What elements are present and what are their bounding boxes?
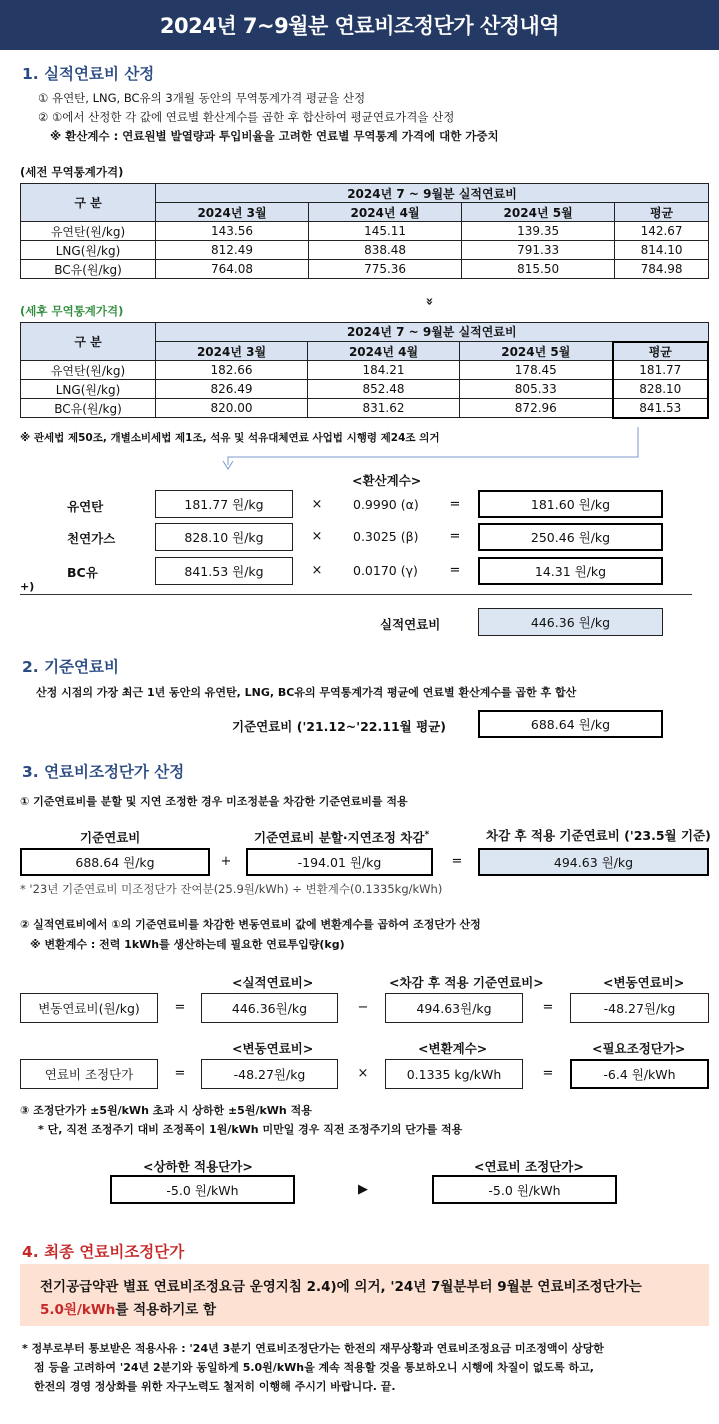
equals-op: =	[542, 1000, 554, 1015]
r1-value-2: 494.63원/kg	[385, 993, 523, 1023]
law-note: ※ 관세법 제50조, 개별소비세법 제1조, 석유 및 석유대체연료 사업법 시행령 제24조 의거	[20, 432, 440, 444]
final-line-2: 5.0원/kWh를 적용하기로 함	[40, 1302, 217, 1318]
cap-value: -5.0 원/kWh	[110, 1175, 295, 1204]
s3-note-1: ① 기준연료비를 분할 및 지연 조정한 경우 미조정분을 차감한 기준연료비를 적용	[20, 795, 408, 808]
equals-op: =	[174, 1066, 186, 1081]
cell: 815.50	[462, 260, 615, 279]
r2-value-3: -6.4 원/kWh	[570, 1059, 709, 1089]
cell: 826.49	[156, 380, 308, 399]
equals-op: =	[449, 529, 461, 544]
row-name: 유연탄(원/kg)	[21, 361, 156, 380]
equals-op: =	[449, 497, 461, 512]
final-note-2: 점 등을 고려하여 '24년 2분기와 동일하게 5.0원/kWh을 계속 적용할 것을 통보하오니 시행에 차질이 없도록 하고,	[34, 1361, 594, 1374]
r2-header-2: <변환계수>	[418, 1041, 488, 1056]
calc-result: 250.46 원/kg	[478, 523, 663, 551]
cell: 182.66	[156, 361, 308, 380]
r2-header-3: <필요조정단가>	[592, 1041, 686, 1056]
row-name: BC유(원/kg)	[21, 399, 156, 418]
total-label: 실적연료비	[380, 617, 441, 632]
section-2-heading: 2. 기준연료비	[22, 658, 119, 676]
cell: 143.56	[156, 222, 309, 241]
base-header: 기준연료비	[80, 830, 141, 845]
s1-note-2: ② ①에서 산정한 각 값에 연료별 환산계수를 곱한 후 합산하여 평균연료가격을 산정	[38, 110, 455, 124]
r2-header-1: <변동연료비>	[232, 1041, 314, 1056]
s2-desc: 산정 시점의 가장 최근 1년 동안의 유연탄, LNG, BC유의 무역통계가격 평균에 연료별 환산계수를 곱한 후 합산	[36, 686, 577, 699]
times-op: ×	[311, 497, 323, 512]
r1-value-3: -48.27원/kg	[570, 993, 709, 1023]
base-fuel-value: 688.64 원/kg	[478, 710, 663, 738]
cell: 812.49	[156, 241, 309, 260]
cell: 791.33	[462, 241, 615, 260]
connector-arrow	[220, 425, 640, 470]
cell: 805.33	[460, 380, 613, 399]
right-arrow-icon: ▶	[358, 1182, 368, 1197]
group-header: 2024년 7 ~ 9월분 실적연료비	[156, 323, 709, 342]
after-value: 494.63 원/kg	[478, 848, 709, 876]
cell: 814.10	[615, 241, 709, 260]
page-title: 2024년 7~9월분 연료비조정단가 산정내역	[0, 0, 719, 50]
base-fuel-label: 기준연료비 ('21.12~'22.11월 평균)	[232, 719, 446, 734]
r1-value-1: 446.36원/kg	[201, 993, 338, 1023]
r2-value-1: -48.27원/kg	[201, 1059, 338, 1089]
calc-coef: 0.9990 (α)	[353, 497, 419, 512]
r1-header-2: <차감 후 적용 기준연료비>	[389, 975, 544, 990]
group-header: 2024년 7 ~ 9월분 실적연료비	[156, 184, 709, 203]
final-line-1: 전기공급약관 별표 연료비조정요금 운영지침 2.4)에 의거, '24년 7월분부터 9월분 연료비조정단가는	[40, 1279, 642, 1295]
minus-op: −	[357, 1000, 369, 1015]
calc-price: 828.10 원/kg	[155, 523, 293, 551]
plus-op: +	[220, 854, 232, 869]
final-highlight	[20, 1264, 709, 1326]
cell-average: 828.10	[613, 380, 708, 399]
cell-average: 181.77	[613, 361, 708, 380]
calc-price: 841.53 원/kg	[155, 557, 293, 585]
cell-average: 841.53	[613, 399, 708, 418]
split-value: -194.01 원/kg	[246, 848, 433, 876]
adj-header: <연료비 조정단가>	[474, 1159, 584, 1174]
cell: 820.00	[156, 399, 308, 418]
col-header: 평균	[615, 203, 709, 222]
plus-mark: +)	[20, 580, 35, 593]
final-note-1: * 정부로부터 통보받은 적용사유 : '24년 3분기 연료비조정단가는 한전의 재무상황과 연료비조정요금 미조정액이 상당한	[22, 1342, 604, 1355]
cell: 142.67	[615, 222, 709, 241]
r1-header-1: <실적연료비>	[232, 975, 314, 990]
r2-label: 연료비 조정단가	[20, 1059, 158, 1089]
calc-result: 181.60 원/kg	[478, 490, 663, 518]
col-header: 2024년 3월	[156, 342, 308, 361]
post-tax-label: (세후 무역통계가격)	[20, 304, 124, 318]
table-row	[21, 380, 709, 399]
s3-note-3: ③ 조정단가가 ±5원/kWh 초과 시 상하한 ±5원/kWh 적용	[20, 1104, 312, 1117]
total-value: 446.36 원/kg	[478, 608, 663, 636]
pre-tax-table	[20, 183, 709, 279]
calc-coef: 0.0170 (γ)	[353, 563, 418, 578]
cell: 145.11	[309, 222, 462, 241]
pre-tax-label: (세전 무역통계가격)	[20, 165, 124, 179]
equals-op: =	[542, 1066, 554, 1081]
s1-note-3: ※ 환산계수 : 연료원별 발열량과 투입비율을 고려한 연료별 무역통계 가격에 대한 가중치	[50, 129, 499, 143]
table-row	[21, 222, 709, 241]
down-arrow-icon: »	[421, 297, 437, 306]
r1-header-3: <변동연료비>	[603, 975, 685, 990]
cell: 178.45	[460, 361, 613, 380]
gubun-header: 구 분	[21, 323, 156, 361]
row-name: 유연탄(원/kg)	[21, 222, 156, 241]
times-op: ×	[311, 529, 323, 544]
s1-note-1: ① 유연탄, LNG, BC유의 3개월 동안의 무역통계가격 평균을 산정	[38, 91, 366, 105]
s3-note-3b: * 단, 직전 조정주기 대비 조정폭이 1원/kWh 미만일 경우 직전 조정주기의 단가를 적용	[38, 1123, 463, 1136]
post-tax-table	[20, 322, 709, 419]
calc-price: 181.77 원/kg	[155, 490, 293, 518]
base-value: 688.64 원/kg	[20, 848, 210, 876]
section-1-heading: 1. 실적연료비 산정	[22, 65, 155, 83]
col-header: 2024년 4월	[309, 203, 462, 222]
equals-op: =	[451, 854, 463, 869]
calc-coef: 0.3025 (β)	[353, 529, 419, 544]
calc-name: 유연탄	[67, 499, 104, 514]
calc-name: 천연가스	[67, 531, 116, 546]
col-header: 2024년 5월	[460, 342, 613, 361]
after-header: 차감 후 적용 기준연료비 ('23.5월 기준)	[486, 828, 711, 843]
cell: 184.21	[308, 361, 460, 380]
split-header: 기준연료비 분할·지연조정 차감*	[254, 829, 430, 845]
sum-divider	[20, 594, 692, 595]
cell: 852.48	[308, 380, 460, 399]
col-header: 2024년 3월	[156, 203, 309, 222]
equals-op: =	[449, 563, 461, 578]
cell: 838.48	[309, 241, 462, 260]
cell: 764.08	[156, 260, 309, 279]
table-row	[21, 260, 709, 279]
adj-value: -5.0 원/kWh	[432, 1175, 617, 1204]
section-3-heading: 3. 연료비조정단가 산정	[22, 763, 185, 781]
cell: 139.35	[462, 222, 615, 241]
table-row	[21, 241, 709, 260]
cell: 784.98	[615, 260, 709, 279]
table-row	[21, 399, 709, 418]
col-header: 2024년 5월	[462, 203, 615, 222]
cell: 775.36	[309, 260, 462, 279]
row-name: LNG(원/kg)	[21, 380, 156, 399]
row-name: LNG(원/kg)	[21, 241, 156, 260]
split-footnote: * '23년 기준연료비 미조정단가 잔여분(25.9원/kWh) ÷ 변환계수(0.1335kg/kWh)	[20, 882, 443, 896]
s3-note-2: ② 실적연료비에서 ①의 기준연료비를 차감한 변동연료비 값에 변환계수를 곱하여 조정단가 산정	[20, 918, 481, 931]
calc-name: BC유	[67, 565, 98, 580]
table-row	[21, 361, 709, 380]
gubun-header: 구 분	[21, 184, 156, 222]
calc-result: 14.31 원/kg	[478, 557, 663, 585]
r1-label: 변동연료비(원/kg)	[20, 993, 158, 1023]
r2-value-2: 0.1335 kg/kWh	[385, 1059, 523, 1089]
cell: 872.96	[460, 399, 613, 418]
section-4-heading: 4. 최종 연료비조정단가	[22, 1243, 185, 1261]
row-name: BC유(원/kg)	[21, 260, 156, 279]
final-note-3: 한전의 경영 정상화를 위한 자구노력도 철저히 이행해 주시기 바랍니다. 끝.	[34, 1380, 396, 1393]
s3-note-2b: ※ 변환계수 : 전력 1kWh를 생산하는데 필요한 연료투입량(kg)	[30, 938, 345, 951]
times-op: ×	[311, 563, 323, 578]
col-header-average: 평균	[613, 342, 708, 361]
times-op: ×	[357, 1066, 369, 1081]
equals-op: =	[174, 1000, 186, 1015]
conversion-header: <환산계수>	[352, 473, 422, 488]
col-header: 2024년 4월	[308, 342, 460, 361]
cap-header: <상하한 적용단가>	[143, 1159, 253, 1174]
cell: 831.62	[308, 399, 460, 418]
